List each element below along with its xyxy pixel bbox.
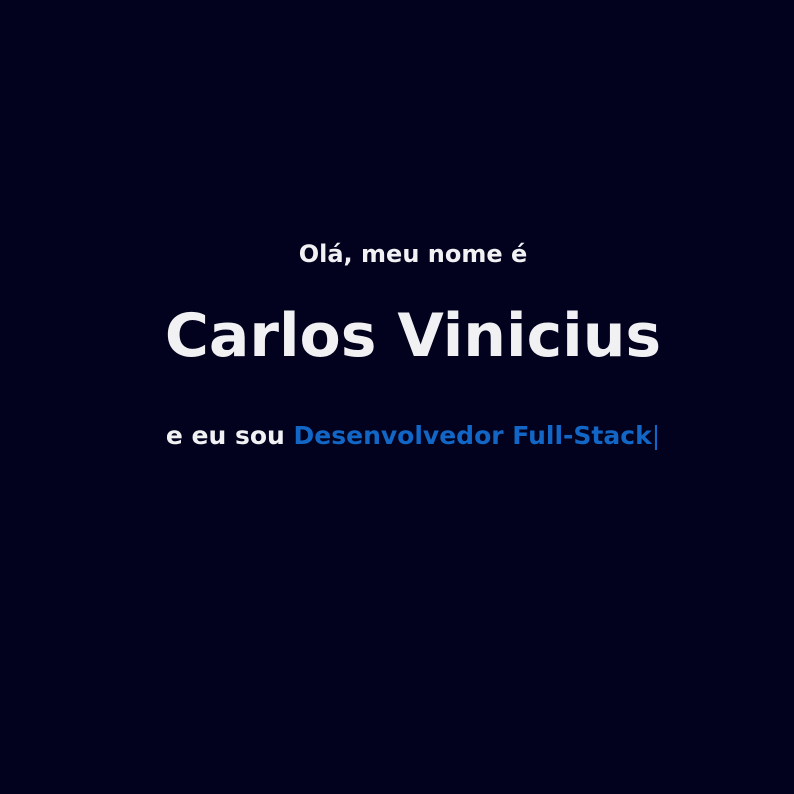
name-heading: Carlos Vinicius: [164, 301, 662, 371]
typing-cursor: |: [651, 421, 661, 450]
role-typed-text: Desenvolvedor Full-Stack: [293, 421, 652, 450]
role-line: [0, 418, 794, 454]
greeting-text: Olá, meu nome é: [298, 240, 528, 268]
role-prefix: e eu sou: [165, 421, 285, 450]
